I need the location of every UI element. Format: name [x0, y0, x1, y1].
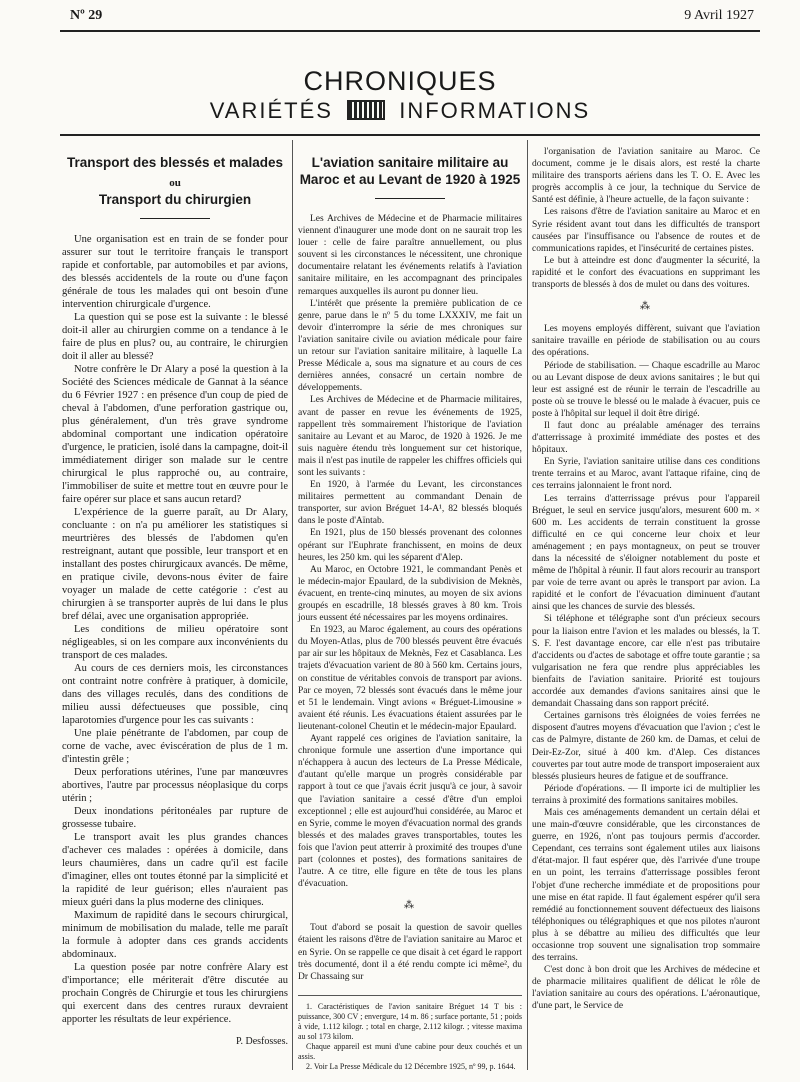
paragraph: Chaque appareil est muni d'une cabine pour deux couchés et un assis.: [298, 1041, 522, 1061]
paragraph: En Syrie, l'aviation sanitaire utilise dans ces conditions trente terrains et au Maroc, avant l'attaque rifaine, cinq de ces terrains jalonnaient le front nord.: [532, 457, 760, 492]
paragraph: Ayant rappelé ces origines de l'aviation sanitaire, la chronique formule une assertion d'une importance qui n'échappera à aucun des lecteurs de La Presse Médicale, d'autant qu'elle marque un progrès considérable par rapport à tout ce que j'avais écrit jusqu'à ce jour, à savoir que l'aviation sanitaire a cessé d'être d'un emploi exceptionnel ; elle est aujourd'hui considérée, au Maroc et en Syrie, comme le moyen d'évacuation normal des grands blessés et des malades graves transportables, toutes les fois que l'avion peut atterrir à proximité des troupes d'une part (colonnes et postes), des formations sanitaires de l'autre. A ce titre, elle figure en tête de tous les plans d'évacuation.: [298, 734, 522, 890]
paragraph: C'est donc à bon droit que les Archives de médecine et de pharmacie militaires qualifient de délicat le rôle de l'aviation sanitaire au cours des opérations. L'aéronautique, d'une part, le Service de: [532, 965, 760, 1012]
paragraph: Deux perforations utérines, l'une par manœuvres abortives, l'autre par processus néoplasique du corps utérin ;: [62, 767, 288, 805]
paragraph: L'expérience de la guerre paraît, au Dr Alary, concluante : on n'a pu améliorer les statistiques si meurtrières des blessés de l'abdomen qu'en restreignant, autant que possible, leur transport et en installant des postes chirurgicaux avancés. De même, en pratique civile, devons-nous éviter de faire voyager un malade de cette catégorie : c'est au chirurgien à se transporter auprès de lui dans le plus bref délai, avec une organisation appropriée.: [62, 507, 288, 623]
paragraph: Notre confrère le Dr Alary a posé la question à la Société des Sciences médicale de Gannat à la séance du 6 Février 1927 : en présence d'un coup de pied de cheval à l'abdomen, d'une perforation gastrique ou, plus généralement, d'un très grave syndrome abdominal comportant une indication opératoire d'urgence, le praticien, isolé dans la campagne, doit-il immédiatement diriger son malade sur le centre chirurgical le plus rapproché ou, au contraire, l'immobiliser de suite et mettre tout en œuvre pour le faire opérer sur place et sans aucun retard?: [62, 364, 288, 506]
masthead-logo-icon: [347, 100, 385, 120]
issue-number: Nº 29: [70, 8, 103, 23]
paragraph: En 1920, à l'armée du Levant, les circonstances militaires permettent au commandant Denain de transporter, sur avion Bréguet 14-A¹, 82 blessés bloqués dans le poste d'Aïntab.: [298, 480, 522, 527]
paragraph: l'organisation de l'aviation sanitaire au Maroc. Ce document, comme je le disais alors, est resté la charte militaire des transports aériens dans les T. O. E. Avec les progrès accomplis à ce jour, la technique du Service de Santé est définie, à l'heure actuelle, de la façon suivante :: [532, 147, 760, 206]
paragraph: Les Archives de Médecine et de Pharmacie militaires viennent d'inaugurer une mode dont on ne saurait trop les louer : celle de faire paraître annuellement, ou plus souvent si les circonstances le nécessitent, une chronique documentaire relatant les événements relatifs à l'aviation sanitaire militaire, en les accompagnant des principales remarques auxquelles ils auront pu donner lieu.: [298, 214, 522, 297]
masthead-title: CHRONIQUES: [303, 66, 497, 96]
masthead-left: VARIÉTÉS: [209, 98, 333, 123]
paragraph: Mais ces aménagements demandent un certain délai et une main-d'œuvre considérable, que les circonstances de guerre, en 1926, n'ont pas toujours permis d'accorder. Cependant, ces terrains sont également utiles aux liaisons d'état-major. Il faut espérer que, dès l'arrivée d'une troupe en un point, les terrains d'atterrissage possibles feront l'objet d'une recherche immédiate et de propositions pour une mise en état rapide. Il faut également espérer qu'il sera remédié au fonctionnement souvent défectueux des liaisons téléphoniques ou télégraphiques et que nos pilotes n'auront plus à se débattre au milieu des difficultés que leur occasionne trop souvent une signalisation trop sommaire des terrains.: [532, 807, 760, 964]
column-divider: [292, 140, 293, 1070]
paragraph: La question posée par notre confrère Alary est d'importance; elle mériterait d'être discutée au prochain Congrès de Chirurgie et tous les chirurgiens qui exercent dans des centres ruraux devraient apporter les résultats de leur expérience.: [62, 962, 288, 1026]
masthead-rule: [60, 134, 760, 136]
paragraph: 1. Caractéristiques de l'avion sanitaire Bréguet 14 T bis : puissance, 300 CV ; envergure, 14 m. 86 ; surface portante, 51 ; poids à vide, 1.112 kilogr. ; total en charge, 2.112 kilogr. ; vitesse maxima au sol 173 kilom.: [298, 1001, 522, 1041]
paragraph: Les raisons d'être de l'aviation sanitaire au Maroc et en Syrie résident avant tout dans les difficultés de transport causées par l'insuffisance ou l'absence de routes et de communications rapides, et l'insécurité de certaines pistes.: [532, 207, 760, 254]
issue-date: 9 Avril 1927: [684, 8, 754, 23]
paragraph: Au Maroc, en Octobre 1921, le commandant Penès et le médecin-major Epaulard, de la subdivision de Meknès, évacuent, en trente-cinq minutes, au moyen de six avions groupés en escadrille, 18 blessés graves à 80 km. Trois jours eussent été nécessaires par les moyens ordinaires.: [298, 564, 522, 624]
paragraph: Si téléphone et télégraphe sont d'un précieux secours pour la liaison entre l'avion et les malades ou blessés, la T. S. F. l'est davantage encore, car elle n'est pas tributaire d'accidents ou d'actes de sabotage et offre toute garantie ; sa vulgarisation ne fera que rendre plus appréciables les bienfaits de l'aviation sanitaire. Priorité est toujours accordée aux demandes d'avions sanitaires ainsi que le demandait Chassaing dans son rapport précité.: [532, 614, 760, 710]
article2-body-continued: [298, 922, 522, 982]
paragraph: Il faut donc au préalable aménager des terrains d'atterrissage à proximité immédiate des postes et des hôpitaux.: [532, 420, 760, 456]
column-divider: [527, 140, 528, 1070]
paragraph: En 1921, plus de 150 blessés provenant des colonnes opérant sur l'Euphrate franchissent, en moins de deux heures, les 250 km. qui les séparent d'Alep.: [298, 528, 522, 563]
article2-title: L'aviation sanitaire militaire au Maroc et au Levant de 1920 à 1925: [299, 155, 521, 187]
paragraph: Maximum de rapidité dans le secours chirurgical, minimum de mobilisation du malade, telle me paraît la formule à adopter dans ces grands accidents abdominaux.: [62, 910, 288, 961]
article1-subtitle: Transport du chirurgien: [98, 192, 252, 208]
paragraph: Tout d'abord se posait la question de savoir quelles étaient les raisons d'être de l'aviation sanitaire au Maroc et en Syrie. On se rappelle ce que disait à cet égard le rapport très documenté, dont il a été rendu compte ici même², du Dr Chassaing sur: [298, 923, 522, 982]
article1-signature: P. Desfosses.: [236, 1036, 288, 1048]
paragraph: 2. Voir La Presse Médicale du 12 Décembre 1925, nº 99, p. 1644.: [306, 1061, 516, 1071]
paragraph: La question qui se pose est la suivante : le blessé doit-il aller au chirurgien comme on a tendance à le faire de plus en plus? ou, au contraire, le chirurgien doit il aller au blessé?: [62, 312, 288, 363]
paragraph: Le but à atteindre est donc d'augmenter la sécurité, la rapidité et le confort des évacuations en supprimant les transports de blessés à dos de mulet ou dans des voitures.: [532, 255, 760, 291]
masthead-right: INFORMATIONS: [399, 98, 591, 123]
article2-body: [298, 213, 522, 890]
paragraph: Le transport avait les plus grandes chances d'achever ces malades : opérées à domicile, dans leurs chaumières, dans un cadre qu'il est facile d'imaginer, elles ont toutes étonné par la simplicité et la rapidité de leur guérison; elles n'auraient pas mieux guéri dans la plus moderne des cliniques.: [62, 832, 288, 909]
title-separator: [375, 198, 445, 199]
article1-connector: ou: [169, 177, 181, 189]
article2-footnotes: [298, 995, 522, 1072]
paragraph: Les terrains d'atterrissage prévus pour l'appareil Bréguet, le seul en service jusqu'alors, mesurent 600 m. × 600 m. Les accidents de terrain constituent la grosse difficulté en ce qui concerne leur choix et leur aménagement ; en pays montagneux, on peut se trouver dans la nécessité de s'éloigner notablement du poste et même de l'hôpital à réunir. Il faut alors recourir au transport par voie de terre avant ou après le transport par avion. La rapidité et le confort de l'évacuation diminuent d'autant ainsi que les chances de survie des blessés.: [532, 493, 760, 613]
paragraph: Une plaie pénétrante de l'abdomen, par coup de corne de vache, avec éviscération de plus de 1 m. d'intestin grêle ;: [62, 728, 288, 766]
column-3: [532, 146, 760, 1066]
paragraph: Période d'opérations. — Il importe ici de multiplier les terrains à proximité des formations sanitaires mobiles.: [532, 783, 760, 806]
paragraph: Les moyens employés diffèrent, suivant que l'aviation sanitaire travaille en période de stabilisation ou au cours des opérations.: [532, 324, 760, 359]
section-stars: ⁂: [640, 301, 652, 313]
section-stars: ⁂: [404, 900, 416, 912]
paragraph: Les conditions de milieu opératoire sont négligeables, si on les compare aux inconvénients du transport de ces malades.: [62, 624, 288, 662]
paragraph: Une organisation est en train de se fonder pour assurer sur tout le territoire français le transport rapide et confortable, par automobiles et par avions, des blessés accidentels de la route ou d'une façon générale de tous les malades qui ont besoin d'une intervention chirurgicale d'urgence.: [62, 234, 288, 311]
article1-title: Transport des blessés et malades: [66, 155, 284, 170]
article3-body: [532, 146, 760, 291]
paragraph: L'intérêt que présente la première publication de ce genre, parue dans le nº 5 du tome LXXXIV, me fait un devoir d'interrompre la série de mes chroniques sur l'aviation sanitaire civile ou aviation médicale pour faire un retour sur l'aviation sanitaire militaire, à laquelle La Presse Médicale a, sous ma signature et au cours de ces dernières années, consacré un certain nombre de développements.: [298, 298, 522, 394]
column-2: [298, 146, 522, 1071]
masthead-subtitle: [0, 98, 800, 124]
column-1: [62, 146, 288, 1066]
paragraph: Les Archives de Médecine et de Pharmacie militaires, avant de passer en revue les événements de 1925, rappellent très sommairement l'historique de l'aviation sanitaire au Levant et au Maroc, de 1920 à 1926. Je me suis naguère étendu très longuement sur cet historique, mais il n'est pas inutile de rappeler les chiffres officiels qui sont les suivants :: [298, 395, 522, 478]
paragraph: En 1923, au Maroc également, au cours des opérations du Moyen-Atlas, plus de 700 blessés peuvent être évacués par air sur les hôpitaux de Meknès, Fez et Casablanca. Les trajets d'évacuation varient de 80 à 560 km. Certains jours, on constitue de véritables convois de transport par avions. Par ce moyen, 72 blessés sont évacués dans le même jour et 51 le lendemain. Vingt avions « Bréguet-Limousine » avaient été réunis. Les évacuations étaient assurées par le lieutenant-colonel Cheutin et le médecin-major Epaulard.: [298, 625, 522, 732]
article1-body: [62, 233, 288, 1026]
paragraph: Deux inondations péritonéales par rupture de grossesse tubaire.: [62, 806, 288, 831]
paragraph: Au cours de ces derniers mois, les circonstances ont contraint notre confrère à pratiquer, à domicile, dans des villages reculés, dans des conditions de milieu aussi défectueuses que possible, cinq laparotomies d'urgence pour les cas suivants :: [62, 663, 288, 727]
article3-body-continued: [532, 323, 760, 1012]
paragraph: Certaines garnisons très éloignées de voies ferrées ne disposent d'autres moyens d'évacuation que l'avion ; c'est le cas de Palmyre, distante de 260 km. de Damas, et celui de Deir-Ez-Zor, situé à 400 km. d'Alep. Ces distances couvertes par tout autre mode de transport imposeraient aux blessés plusieurs heures de fatigue et de souffrance.: [532, 711, 760, 782]
top-rule: [60, 30, 760, 32]
title-separator: [140, 218, 210, 219]
paragraph: Période de stabilisation. — Chaque escadrille au Maroc ou au Levant dispose de deux avions sanitaires ; le but qui leur est assigné est de réunir le terrain de l'escadrille au poste où se trouve le blessé ou le malade à évacuer, puis ce poste à l'hôpital sur lequel il doit être dirigé.: [532, 360, 760, 419]
